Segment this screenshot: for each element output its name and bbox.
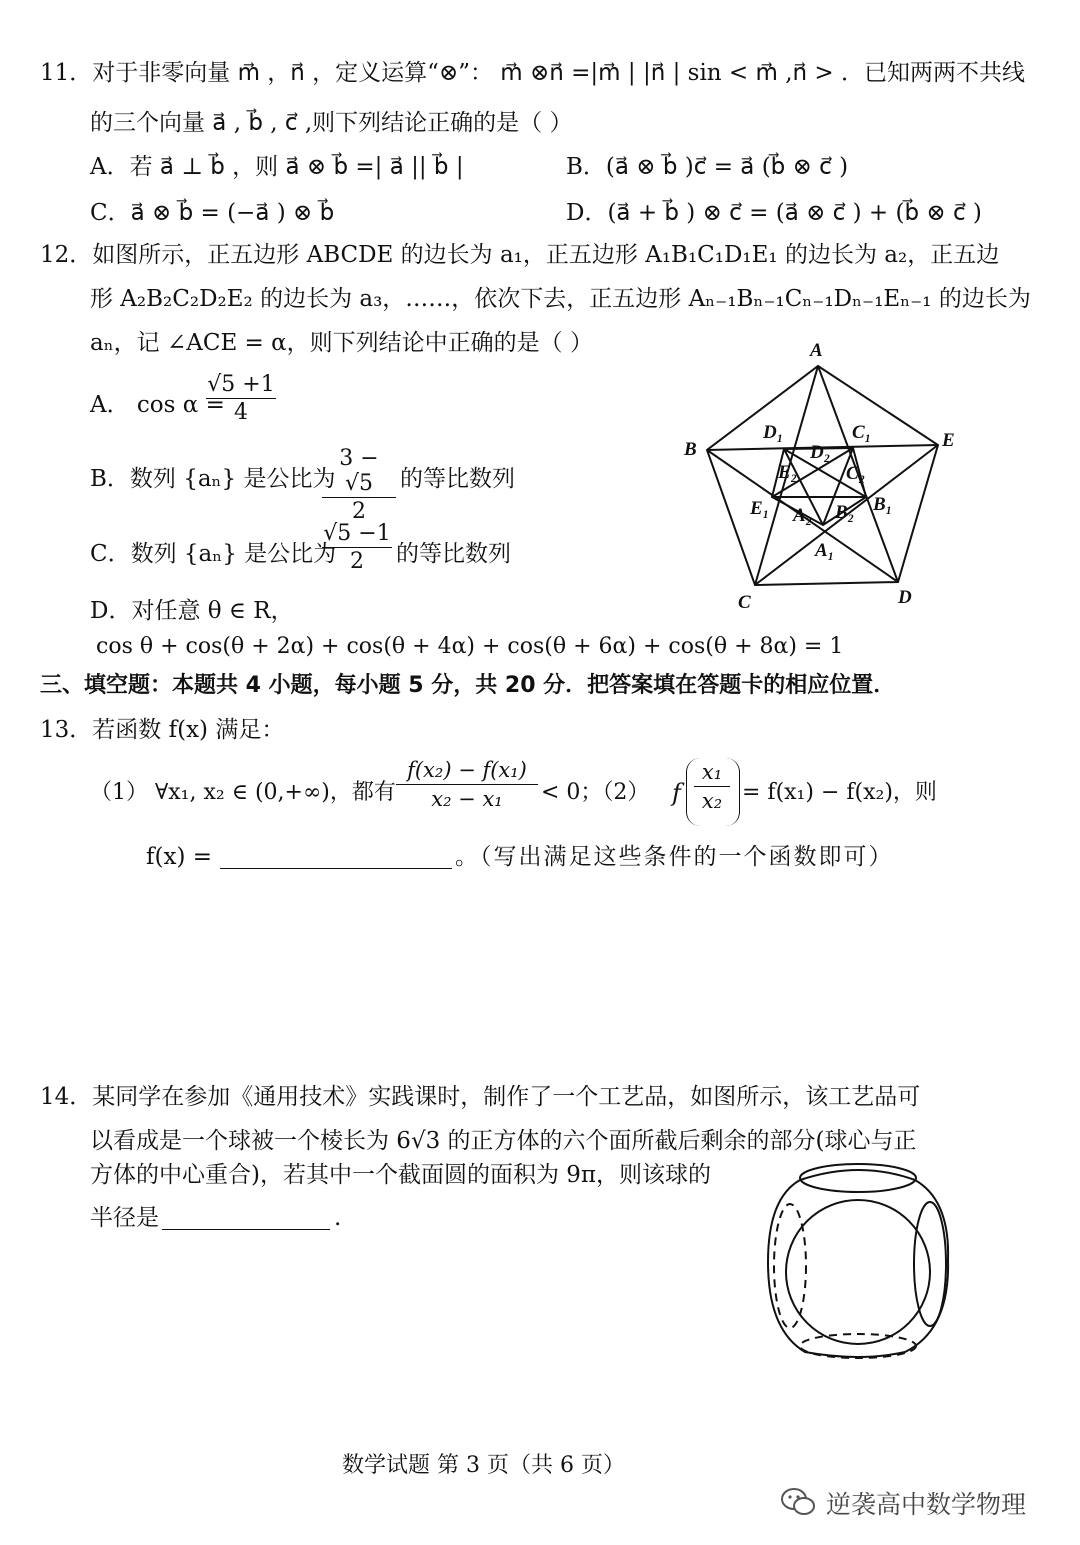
q13-cond2-f: f <box>672 779 681 807</box>
q12-line3: aₙ，记 ∠ACE = α，则下列结论中正确的是（ ） <box>90 330 593 356</box>
q11-option-d: D．(a⃗ + b⃗ ) ⊗ c⃗ = (a⃗ ⊗ c⃗ ) + (b⃗ ⊗ c⃗ ) <box>566 200 982 226</box>
label-e2: E₂ <box>778 462 798 483</box>
front-section-circle <box>786 1200 930 1344</box>
page-footer: 数学试题 第 3 页（共 6 页） <box>342 1453 625 1478</box>
fraction-denominator: x₂ − x₁ <box>431 787 503 811</box>
q13-answer-blank[interactable] <box>220 846 452 869</box>
q12-option-c-fraction <box>322 521 392 574</box>
q13-cond1-prefix: （1） ∀x₁, x₂ ∈ (0,+∞)，都有 <box>90 780 396 805</box>
fraction-denominator: 4 <box>234 400 248 425</box>
label-a: A <box>810 340 823 361</box>
fraction-numerator: f(x₂) − f(x₁) <box>407 758 527 782</box>
fraction-denominator: x₂ <box>701 789 723 813</box>
q11-option-a: A．若 a⃗ ⊥ b⃗ ，则 a⃗ ⊗ b⃗ =| a⃗ || b⃗ | <box>90 154 464 180</box>
fraction-bar <box>206 398 276 399</box>
fraction-numerator: x₁ <box>701 760 723 784</box>
q12-line2: 形 A₂B₂C₂D₂E₂ 的边长为 a₃，……，依次下去，正五边形 Aₙ₋₁Bₙ₋₁Cₙ₋₁Dₙ₋₁Eₙ₋₁ 的边长为 <box>90 286 1031 312</box>
q13-cond1-suffix: < 0；（2） <box>541 780 650 805</box>
q11-line1: 11．对于非零向量 m⃗ ，n⃗ ，定义运算“⊗”： m⃗ ⊗n⃗ =|m⃗ | |n⃗ | sin < m⃗ ,n⃗ > ．已知两两不共线 <box>40 60 1026 86</box>
label-c1: C₁ <box>852 422 872 443</box>
pentagon-figure <box>675 330 975 620</box>
q12-option-a-prefix: A． cos α = <box>90 392 225 418</box>
outer-outline <box>768 1170 948 1357</box>
q13-cond2-fraction <box>694 760 730 813</box>
q14-answer-blank[interactable] <box>162 1207 330 1230</box>
q11-option-b: B．(a⃗ ⊗ b⃗ )c⃗ = a⃗ (b⃗ ⊗ c⃗ ) <box>566 154 849 180</box>
q14-line1: 14．某同学在参加《通用技术》实践课时，制作了一个工艺品，如图所示，该工艺品可 <box>40 1084 921 1110</box>
section-heading: 三、填空题：本题共 4 小题，每小题 5 分，共 20 分．把答案填在答题卡的相应位置． <box>40 673 896 698</box>
label-e: E <box>942 430 955 451</box>
q13-answer-suffix: 。（写出满足这些条件的一个函数即可） <box>455 844 894 870</box>
top-section-circle <box>800 1164 916 1192</box>
q14-line3: 方体的中心重合)，若其中一个截面圆的面积为 9π，则该球的 <box>90 1162 712 1188</box>
q11-option-c: C．a⃗ ⊗ b⃗ = (−a⃗ ) ⊗ b⃗ <box>90 200 335 226</box>
truncated-sphere-figure <box>755 1160 955 1365</box>
wechat-icon <box>780 1486 816 1518</box>
q12-option-b-prefix: B．数列 {aₙ} 是公比为 <box>90 466 336 492</box>
q12-option-c-prefix: C．数列 {aₙ} 是公比为 <box>90 541 337 567</box>
label-e1: E₁ <box>750 498 770 519</box>
fraction-bar <box>322 497 396 498</box>
fraction-bar <box>694 786 730 787</box>
q13-answer-prefix: f(x) = <box>146 844 213 870</box>
q12-option-a-fraction <box>206 372 276 425</box>
q12-option-b-suffix: 的等比数列 <box>400 466 515 492</box>
left-hidden-circle <box>774 1204 806 1328</box>
q11-line2: 的三个向量 a⃗ , b⃗ , c⃗ ,则下列结论正确的是（ ） <box>90 110 573 136</box>
fraction-bar <box>396 784 538 785</box>
watermark-text: 逆袭高中数学物理 <box>826 1490 1027 1519</box>
label-b2: B₂ <box>835 502 855 523</box>
q13-line1: 13．若函数 f(x) 满足： <box>40 717 285 743</box>
q13-cond1-fraction <box>396 758 538 811</box>
q12-option-d-line2: cos θ + cos(θ + 2α) + cos(θ + 4α) + cos(θ + 6α) + cos(θ + 8α) = 1 <box>96 634 844 659</box>
label-b: B <box>684 439 697 460</box>
fraction-denominator: 2 <box>352 499 366 524</box>
q14-line2: 以看成是一个球被一个棱长为 6√3 的正方体的六个面所截后剩余的部分(球心与正 <box>90 1128 917 1154</box>
q14-line4-prefix: 半径是 <box>90 1205 159 1231</box>
q12-option-b-fraction <box>322 446 396 524</box>
q12-option-c-suffix: 的等比数列 <box>396 541 511 567</box>
label-a2: A₂ <box>793 505 813 526</box>
fraction-numerator: √5 −1 <box>323 521 391 546</box>
label-c2: C₂ <box>846 463 866 484</box>
fraction-numerator: √5 +1 <box>207 372 275 397</box>
q12-option-d-line1: D．对任意 θ ∈ R， <box>90 598 294 624</box>
fraction-denominator: 2 <box>350 549 364 574</box>
label-d: D <box>898 587 912 608</box>
label-a1: A₁ <box>815 540 835 561</box>
bottom-hidden-circle <box>800 1334 916 1358</box>
label-d1: D₁ <box>763 422 784 443</box>
label-d2: D₂ <box>810 442 831 463</box>
label-b1: B₁ <box>873 494 893 515</box>
fraction-numerator: 3 − √5 <box>339 446 379 496</box>
fraction-bar <box>322 547 392 548</box>
q13-cond2-suffix: = f(x₁) − f(x₂)，则 <box>742 780 937 805</box>
q14-line4-suffix: . <box>334 1205 342 1231</box>
q12-line1: 12．如图所示，正五边形 ABCDE 的边长为 a₁，正五边形 A₁B₁C₁D₁E₁ 的边长为 a₂，正五边 <box>40 242 1000 268</box>
label-c: C <box>738 592 751 613</box>
